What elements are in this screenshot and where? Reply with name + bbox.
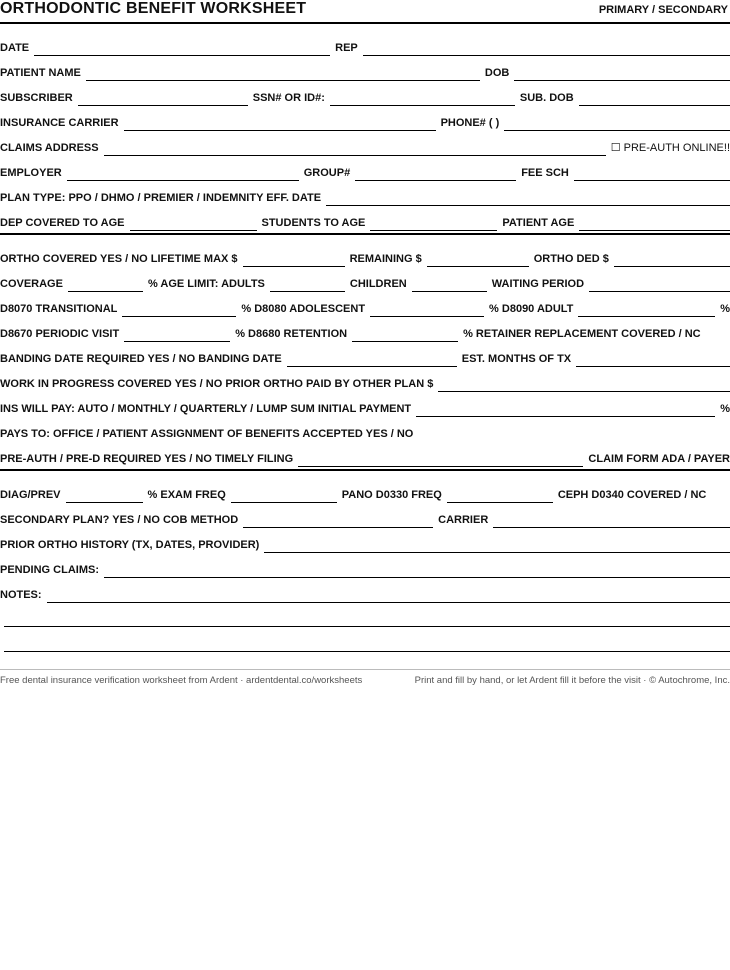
exam-freq-label: % EXAM FREQ (147, 489, 226, 501)
children-field[interactable] (412, 277, 487, 292)
d8680-label: % D8680 RETENTION (235, 328, 348, 340)
est-months-label: EST. MONTHS OF TX (461, 353, 572, 365)
ortho-ded-label: ORTHO DED $ (533, 253, 609, 265)
pano-freq-field[interactable] (447, 488, 553, 503)
claims-address-field[interactable] (104, 141, 606, 156)
waiting-period-label: WAITING PERIOD (491, 278, 585, 290)
row-pending-claims (0, 560, 730, 578)
phone-label: PHONE# ( ) (440, 117, 500, 129)
row-employer (0, 163, 730, 181)
eff-date-field[interactable] (326, 191, 730, 206)
date-label: DATE (0, 42, 30, 54)
row-insurance-carrier (0, 113, 730, 131)
patient-age-field[interactable] (579, 216, 730, 231)
sub-dob-label: SUB. DOB (519, 92, 574, 104)
percent-sign: % (720, 303, 730, 315)
row-diag-prev (0, 485, 730, 503)
d8670-field[interactable] (124, 327, 230, 342)
subscriber-field[interactable] (78, 91, 248, 106)
row-patient-name (0, 63, 730, 81)
dob-label: DOB (484, 67, 510, 79)
rep-field[interactable] (363, 41, 730, 56)
d8670-label: D8670 PERIODIC VISIT (0, 328, 120, 340)
age-limit-label: % AGE LIMIT: ADULTS (147, 278, 265, 290)
insurance-carrier-field[interactable] (124, 116, 436, 131)
employer-label: EMPLOYER (0, 167, 62, 179)
remaining-label: REMAINING $ (349, 253, 422, 265)
row-pays-to (0, 424, 730, 442)
dep-covered-label: DEP COVERED TO AGE (0, 217, 125, 229)
row-d8070 (0, 299, 730, 317)
students-field[interactable] (370, 216, 497, 231)
subscriber-label: SUBSCRIBER (0, 92, 73, 104)
row-ins-will-pay (0, 399, 730, 417)
row-subscriber (0, 88, 730, 106)
primary-secondary-label: PRIMARY / SECONDARY (598, 4, 728, 16)
preauth-required-label: PRE-AUTH / PRE-D REQUIRED YES / NO TIMELY FILING (0, 453, 294, 465)
lifetime-max-field[interactable] (243, 252, 345, 267)
patient-name-field[interactable] (86, 66, 480, 81)
notes-field[interactable] (47, 588, 730, 603)
row-wip (0, 374, 730, 392)
banding-date-field[interactable] (287, 352, 457, 367)
pending-claims-field[interactable] (104, 563, 730, 578)
row-preauth-required (0, 449, 730, 467)
wip-label: WORK IN PROGRESS COVERED YES / NO PRIOR ORTHO PAID BY OTHER PLAN $ (0, 378, 434, 390)
d8080-label: % D8080 ADOLESCENT (241, 303, 366, 315)
est-months-field[interactable] (576, 352, 730, 367)
notes-line[interactable] (4, 626, 730, 627)
prior-ortho-paid-field[interactable] (438, 377, 730, 392)
ssn-label: SSN# OR ID#: (252, 92, 325, 104)
section-divider (0, 469, 730, 471)
students-label: STUDENTS TO AGE (261, 217, 366, 229)
prior-history-label: PRIOR ORTHO HISTORY (TX, DATES, PROVIDER) (0, 539, 260, 551)
fee-sch-field[interactable] (574, 166, 730, 181)
percent-sign: % (720, 403, 730, 415)
carrier-field[interactable] (493, 513, 730, 528)
pays-to-label: PAYS TO: OFFICE / PATIENT ASSIGNMENT OF BENEFITS ACCEPTED YES / NO (0, 428, 414, 440)
retainer-label: % RETAINER REPLACEMENT COVERED / NC (463, 328, 701, 340)
d8070-field[interactable] (122, 302, 236, 317)
row-ortho-covered (0, 249, 730, 267)
cob-method-field[interactable] (243, 513, 433, 528)
notes-label: NOTES: (0, 589, 42, 601)
diag-prev-field[interactable] (66, 488, 143, 503)
phone-field[interactable] (504, 116, 730, 131)
row-date-rep (0, 38, 730, 56)
footer-left-text: Free dental insurance verification worksheet from Ardent · ardentdental.co/worksheets (0, 675, 363, 686)
section-divider (0, 233, 730, 235)
pano-label: PANO D0330 FREQ (341, 489, 442, 501)
remaining-field[interactable] (427, 252, 529, 267)
adults-field[interactable] (270, 277, 345, 292)
coverage-label: COVERAGE (0, 278, 63, 290)
dep-covered-field[interactable] (130, 216, 257, 231)
plan-type-label: PLAN TYPE: PPO / DHMO / PREMIER / INDEMNITY EFF. DATE (0, 192, 322, 204)
d8090-field[interactable] (578, 302, 715, 317)
ortho-ded-field[interactable] (614, 252, 730, 267)
diag-prev-label: DIAG/PREV (0, 489, 61, 501)
ceph-label: CEPH D0340 COVERED / NC (557, 489, 707, 501)
secondary-plan-label: SECONDARY PLAN? YES / NO COB METHOD (0, 514, 239, 526)
row-banding (0, 349, 730, 367)
footer-right-text: Print and fill by hand, or let Ardent fill it before the visit · © Autochrome, Inc. (414, 675, 730, 686)
row-coverage (0, 274, 730, 292)
patient-age-label: PATIENT AGE (502, 217, 575, 229)
d8090-label: % D8090 ADULT (489, 303, 574, 315)
prior-history-field[interactable] (264, 538, 730, 553)
claims-address-label: CLAIMS ADDRESS (0, 142, 99, 154)
d8680-field[interactable] (352, 327, 458, 342)
row-dep-covered (0, 213, 730, 231)
dob-field[interactable] (514, 66, 730, 81)
row-d8670 (0, 324, 730, 342)
d8070-label: D8070 TRANSITIONAL (0, 303, 118, 315)
ins-will-pay-label: INS WILL PAY: AUTO / MONTHLY / QUARTERLY / LUMP SUM INITIAL PAYMENT (0, 403, 412, 415)
fee-sch-label: FEE SCH (521, 167, 569, 179)
employer-field[interactable] (67, 166, 299, 181)
coverage-field[interactable] (68, 277, 143, 292)
carrier-label: CARRIER (438, 514, 489, 526)
page-title: ORTHODONTIC BENEFIT WORKSHEET (0, 0, 307, 17)
preauth-online-checkbox[interactable]: ☐ PRE-AUTH ONLINE!! (610, 142, 730, 154)
waiting-period-field[interactable] (589, 277, 730, 292)
claim-form-label: CLAIM FORM ADA / PAYER (588, 453, 730, 465)
row-prior-history (0, 535, 730, 553)
ssn-field[interactable] (330, 91, 515, 106)
group-field[interactable] (355, 166, 516, 181)
insurance-carrier-label: INSURANCE CARRIER (0, 117, 119, 129)
group-label: GROUP# (303, 167, 351, 179)
page-footer (0, 669, 730, 684)
d8080-field[interactable] (370, 302, 484, 317)
banding-label: BANDING DATE REQUIRED YES / NO BANDING DATE (0, 353, 282, 365)
worksheet-header (0, 0, 730, 24)
timely-filing-field[interactable] (298, 452, 583, 467)
row-plan-type (0, 188, 730, 206)
exam-freq-field[interactable] (231, 488, 337, 503)
rep-label: REP (335, 42, 358, 54)
children-label: CHILDREN (349, 278, 407, 290)
notes-line[interactable] (4, 651, 730, 652)
row-claims-address (0, 138, 730, 156)
pending-claims-label: PENDING CLAIMS: (0, 564, 99, 576)
row-notes (0, 585, 730, 603)
sub-dob-field[interactable] (579, 91, 730, 106)
initial-payment-field[interactable] (416, 402, 715, 417)
ortho-covered-label: ORTHO COVERED YES / NO LIFETIME MAX $ (0, 253, 238, 265)
patient-name-label: PATIENT NAME (0, 67, 81, 79)
date-field[interactable] (34, 41, 330, 56)
row-secondary-plan (0, 510, 730, 528)
